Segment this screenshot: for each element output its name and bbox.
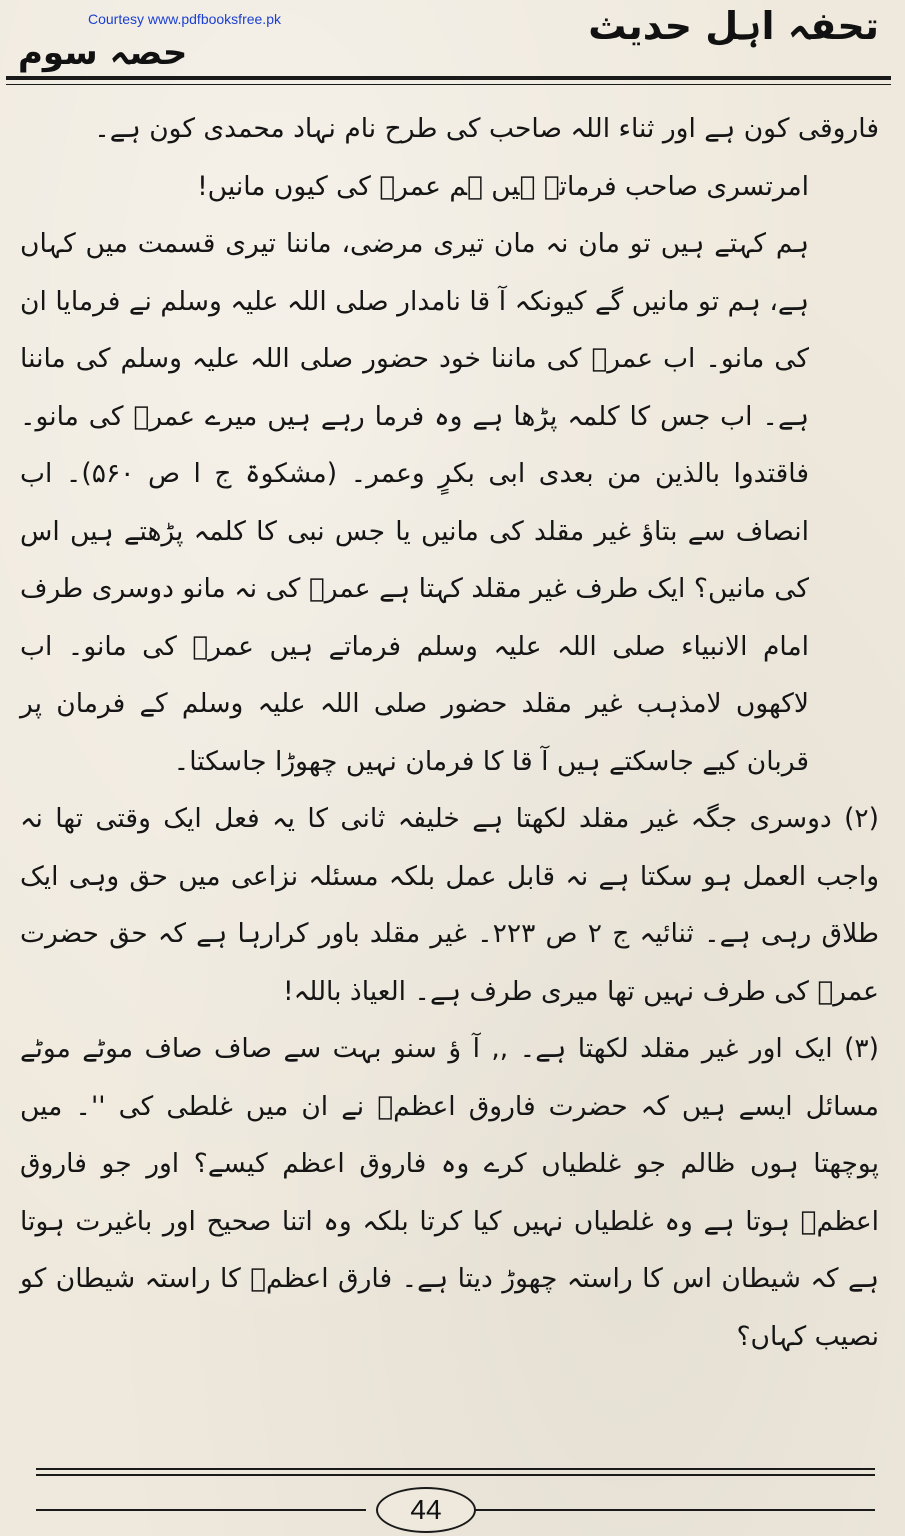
header-rule-thin (6, 84, 891, 85)
paragraph-5: (۳) ایک اور غیر مقلد لکھتا ہے۔ ,, آ ؤ سنو بہت سے صاف صاف موٹے موٹے مسائل ایسے ہیں کہ حضرت فاروق اعظمؓ نے ان میں غلطی کی ''۔ میں پوچھتا ہوں ظالم جو غلطیاں کرے وہ فاروق اعظم کیسے؟ اور جو فاروق اعظمؓ ہوتا ہے وہ غلطیاں نہیں کیا کرتا بلکہ وہ اتنا صحیح اور باغیرت ہوتا ہے کہ شیطان اس کا راستہ چھوڑ دیتا ہے۔ فارق اعظمؓ کا راستہ شیطان کو نصیب کہاں؟ (20, 1033, 879, 1352)
footer-rule-thin (36, 1474, 875, 1476)
paragraph-3: ہم کہتے ہیں تو مان نہ مان تیری مرضی، ماننا تیری قسمت میں کہاں ہے، ہم تو مانیں گے کیونکہ آ قا نامدار صلی اللہ علیہ وسلم نے فرمایا ان کی مانو۔ اب عمرؓ کی ماننا خود حضور صلی اللہ علیہ وسلم کی ماننا ہے۔ اب جس کا کلمہ پڑھا ہے وہ فرما رہے ہیں میرے عمرؓ کی مانو۔ فاقتدوا بالذین من بعدی ابی بکرٍ وعمر۔ (مشکوۃ ج ا ص ۵۶۰)۔ اب انصاف سے بتاؤ غیر مقلد کی مانیں یا جس نبی کا کلمہ پڑھتے ہیں اس کی مانیں؟ ایک طرف غیر مقلد کہتا ہے عمرؓ کی نہ مانو دوسری طرف امام الانبیاء صلی اللہ علیہ وسلم فرماتے ہیں عمرؓ کی مانو۔ اب لاکھوں لامذہب غیر مقلد حضور صلی اللہ علیہ وسلم کے فرمان پر قربان کیے جاسکتے ہیں آ قا کا فرمان نہیں چھوڑا جاسکتا۔ (20, 228, 809, 777)
paragraph-4: (۲) دوسری جگہ غیر مقلد لکھتا ہے خلیفہ ثانی کا یہ فعل ایک وقتی تھا نہ واجب العمل ہو سکتا ہے نہ قابل عمل بلکہ مسئلہ نزاعی میں حق وہی ایک طلاق رہی ہے۔ ثنائیہ ج ۲ ص ۲۲۳۔ غیر مقلد باور کرارہا ہے کہ حق حضرت عمرؓ کی طرف نہیں تھا میری طرف ہے۔ العیاذ باللہ! (20, 803, 879, 1007)
page-number-line-right (445, 1509, 875, 1511)
header-rule (6, 76, 891, 80)
book-title: تحفہ اہل حدیث (588, 4, 879, 48)
page-number-line-left (36, 1509, 366, 1511)
page-number: 44 (376, 1487, 476, 1533)
page-number-area (0, 1484, 905, 1534)
paragraph-1: فاروقی کون ہے اور ثناء اللہ صاحب کی طرح نام نہاد محمدی کون ہے۔ (94, 113, 879, 144)
body-text (20, 100, 879, 1440)
paragraph-2: امرتسری صاحب فرماتے ہیں ہم عمرؓ کی کیوں مانیں! (197, 170, 809, 202)
footer-rule (36, 1468, 875, 1470)
courtesy-watermark: Courtesy www.pdfbooksfree.pk (88, 11, 281, 27)
part-title: حصہ سوم (18, 33, 188, 73)
